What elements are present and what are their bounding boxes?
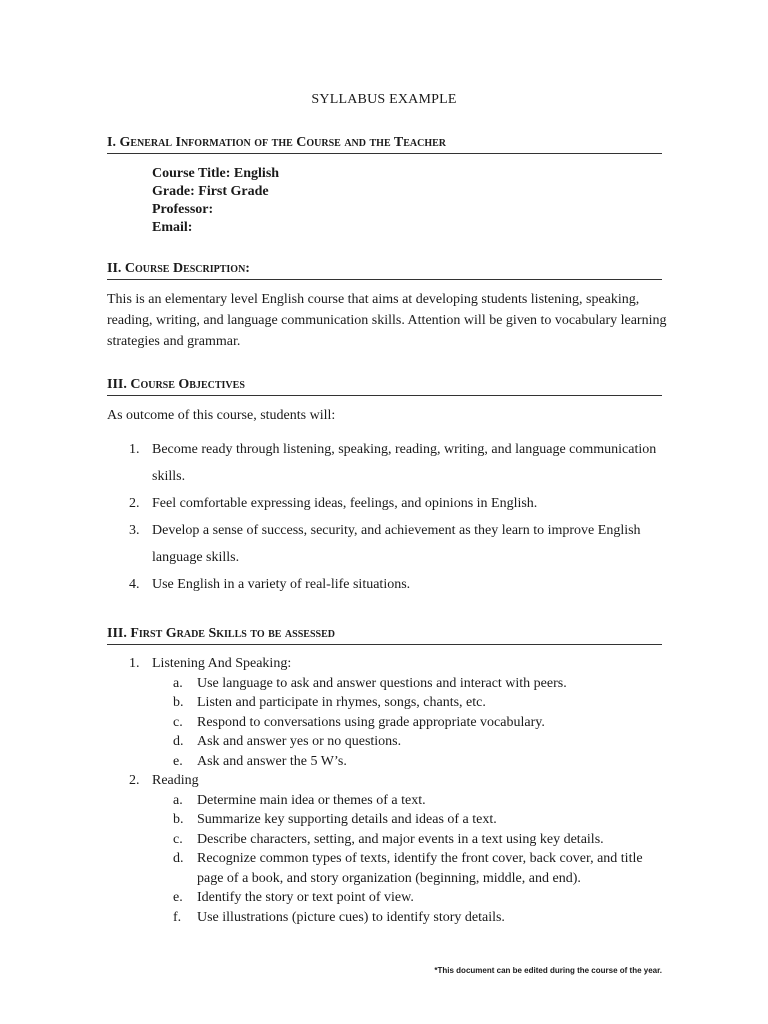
- list-marker: c.: [173, 714, 183, 730]
- grade-field: Grade: First Grade: [152, 184, 269, 199]
- skill-item: [152, 830, 667, 850]
- list-marker: d.: [173, 851, 184, 866]
- list-marker: 1.: [129, 442, 140, 457]
- objective-item: [107, 436, 667, 490]
- skill-text: Ask and answer yes or no questions.: [197, 734, 402, 749]
- objectives-list: [107, 436, 667, 598]
- skill-item: [152, 908, 667, 928]
- skill-text: Use illustrations (picture cues) to identify story details.: [197, 909, 505, 925]
- list-marker: 4.: [129, 577, 140, 592]
- skill-text: Respond to conversations using grade appropriate vocabulary.: [197, 714, 545, 730]
- skill-text: Use language to ask and answer questions and interact with peers.: [197, 675, 567, 691]
- course-description-text: This is an elementary level English course that aims at developing students listening, speaking, reading, writing, and language communication skills. Attention will be given to vocabulary learning strategies and grammar.: [107, 292, 667, 349]
- list-marker: 2.: [129, 496, 140, 511]
- document-title: SYLLABUS EXAMPLE: [311, 92, 457, 107]
- skill-text: Describe characters, setting, and major events in a text using key details.: [197, 831, 604, 847]
- section-heading-course-description: II. Course Description:: [107, 260, 662, 280]
- skill-item: [152, 810, 667, 830]
- list-marker: e.: [173, 890, 183, 905]
- skill-sub-list: [152, 791, 667, 928]
- skill-group: [107, 654, 667, 771]
- skill-item: [152, 713, 667, 733]
- list-marker: b.: [173, 812, 184, 827]
- objective-text: Use English in a variety of real-life situations.: [152, 577, 411, 592]
- skill-item: [152, 752, 667, 772]
- list-marker: d.: [173, 734, 184, 749]
- list-marker: 2.: [129, 773, 140, 788]
- skill-item: [152, 888, 667, 908]
- list-marker: f.: [173, 909, 182, 925]
- list-marker: c.: [173, 831, 183, 847]
- skill-item: [152, 791, 667, 811]
- skill-text: Determine main idea or themes of a text.: [197, 792, 426, 808]
- objective-item: [107, 517, 667, 571]
- section-heading-skills-assessed: III. First Grade Skills to be assessed: [107, 625, 662, 645]
- skill-group: [107, 771, 667, 927]
- skill-text: Listen and participate in rhymes, songs, chants, etc.: [197, 695, 486, 710]
- list-marker: 1.: [129, 656, 140, 671]
- course-title-field: Course Title: English: [152, 166, 280, 181]
- section-heading-course-objectives: III. Course Objectives: [107, 376, 662, 396]
- objective-item: [107, 490, 667, 517]
- footnote: *This document can be edited during the course of the year.: [434, 966, 662, 975]
- list-marker: a.: [173, 675, 183, 691]
- skill-group-title: Listening And Speaking:: [152, 656, 292, 671]
- objective-text: Develop a sense of success, security, and achievement as they learn to improve English language skills.: [152, 523, 641, 565]
- skill-text: Identify the story or text point of view.: [197, 890, 414, 905]
- skill-text: Summarize key supporting details and ideas of a text.: [197, 812, 497, 827]
- section-heading-general-information: I. General Information of the Course and the Teacher: [107, 134, 662, 154]
- list-marker: e.: [173, 753, 183, 769]
- objectives-intro: As outcome of this course, students will:: [107, 408, 336, 423]
- skills-list: [107, 654, 667, 927]
- skill-group-title: Reading: [152, 773, 199, 788]
- objective-text: Feel comfortable expressing ideas, feelings, and opinions in English.: [152, 496, 538, 511]
- skill-item: [152, 693, 667, 713]
- list-marker: b.: [173, 695, 184, 710]
- professor-field: Professor:: [152, 202, 214, 217]
- email-field: Email:: [152, 220, 193, 235]
- objective-text: Become ready through listening, speaking, reading, writing, and language communication skills.: [152, 442, 657, 484]
- skill-item: [152, 732, 667, 752]
- skill-text: Ask and answer the 5 W’s.: [197, 753, 347, 769]
- skill-item: [152, 849, 667, 888]
- list-marker: a.: [173, 792, 183, 808]
- skill-sub-list: [152, 674, 667, 772]
- list-marker: 3.: [129, 523, 140, 538]
- skill-text: Recognize common types of texts, identify the front cover, back cover, and title page of a book, and story organization (beginning, middle, and end).: [197, 851, 643, 886]
- objective-item: [107, 571, 667, 598]
- skill-item: [152, 674, 667, 694]
- course-info-fields: [152, 165, 279, 237]
